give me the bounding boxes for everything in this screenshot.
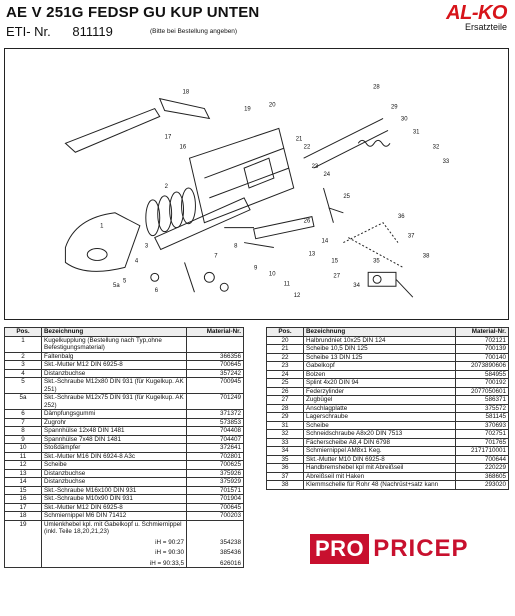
table-row <box>5 352 244 361</box>
variant-mat: 385436 <box>219 549 241 556</box>
callout-12: 12 <box>293 293 301 300</box>
row19-desc-text: Umlenkhebel kpl. mit Gabelkopf u. Schmiernippel (inkl. Teile 18,20,21,23) <box>44 520 182 535</box>
table-row <box>267 413 509 422</box>
callout-35: 35 <box>373 258 380 265</box>
row-mat: 704408 <box>187 427 244 436</box>
table-row <box>5 461 244 470</box>
row-desc: Spannhülse 12x48 DIN 1481 <box>42 427 187 436</box>
table-row <box>5 369 244 378</box>
callout-32: 32 <box>432 144 440 151</box>
row-desc: Bolzen <box>304 370 456 379</box>
row-desc: Handbremshebel kpl mit Abreißseil <box>304 464 456 473</box>
row-mat: 700625 <box>187 461 244 470</box>
row-mat: 2171710001 <box>456 447 509 456</box>
row-mat: 375572 <box>456 404 509 413</box>
table-row <box>5 503 244 512</box>
row-mat: 700139 <box>456 345 509 354</box>
row-pos: 26 <box>267 387 304 396</box>
row-mat: 372641 <box>187 444 244 453</box>
row-desc: Skt.-Schraube M16x100 DIN 931 <box>42 486 187 495</box>
row-pos: 19 <box>5 520 42 568</box>
drawbar-tube <box>155 198 250 250</box>
callout-1: 1 <box>100 223 104 230</box>
row-mat: 704407 <box>187 435 244 444</box>
callout-9: 9 <box>254 265 258 272</box>
row-pos: 25 <box>267 379 304 388</box>
table-row <box>5 418 244 427</box>
table-row <box>5 427 244 436</box>
callout-5a: 5a <box>113 283 120 290</box>
table-row <box>267 404 509 413</box>
row-mat: 2073890606 <box>456 362 509 371</box>
row-mat: 357242 <box>187 369 244 378</box>
row-mat: 700645 <box>187 503 244 512</box>
row-mat: 573853 <box>187 418 244 427</box>
callout-26: 26 <box>303 218 311 225</box>
row-pos: 22 <box>267 353 304 362</box>
row-desc: Skt.-Schraube M12x75 DIN 931 (für Kugelkup. AK 252) <box>42 394 187 410</box>
callout-23: 23 <box>311 164 319 171</box>
table-row <box>267 362 509 371</box>
table-row <box>5 394 244 410</box>
callout-16: 16 <box>179 144 187 151</box>
parts-table-left <box>4 327 244 568</box>
row-pos: 7 <box>5 418 42 427</box>
variant-ih: iH = 90:33,5 <box>149 559 184 567</box>
callout-11: 11 <box>283 281 290 288</box>
row-desc: Klemmschelle für Rohr 48 (Nachrüst+satz kann <box>304 481 456 490</box>
variant-mat: 626016 <box>219 559 241 567</box>
row-desc: Skt.-Mutter M12 DIN 6925-8 <box>42 361 187 370</box>
watermark-pro: PRO <box>310 534 369 564</box>
table-row <box>267 370 509 379</box>
row-desc: Skt.-Mutter M10 DIN 6925-8 <box>304 455 456 464</box>
row-pos: 28 <box>267 404 304 413</box>
row-pos: 18 <box>5 512 42 521</box>
row-desc: Schneidschraube A8x20 DIN 7513 <box>304 430 456 439</box>
row-pos: 20 <box>267 336 304 345</box>
table-row <box>5 478 244 487</box>
row-desc: Halbrundniet 10x25 DIN 124 <box>304 336 456 345</box>
table-row <box>267 438 509 447</box>
row-desc: Schmiernippel M6 DIN 71412 <box>42 512 187 521</box>
lever-rod <box>304 118 388 171</box>
row-pos: 37 <box>267 472 304 481</box>
row-desc: Schmiernippel AM8x1 Keg. <box>304 447 456 456</box>
row-desc: Abreißseil mit Haken <box>304 472 456 481</box>
table-row <box>5 361 244 370</box>
row-pos: 12 <box>5 461 42 470</box>
row-pos: 16 <box>5 495 42 504</box>
col-mat: Material-Nr. <box>456 328 509 337</box>
row-pos: 10 <box>5 444 42 453</box>
row-desc: Gabelkopf <box>304 362 456 371</box>
diagram-svg <box>5 49 508 319</box>
row-desc: Anschlagplatte <box>304 404 456 413</box>
row-pos: 5a <box>5 394 42 410</box>
order-note: (Bitte bei Bestellung angeben) <box>150 28 238 35</box>
table-row <box>5 336 244 352</box>
variant-ih: iH = 90:30 <box>155 549 184 556</box>
row-pos: 27 <box>267 396 304 405</box>
col-desc: Bezeichnung <box>42 328 187 337</box>
table-row <box>5 486 244 495</box>
row-desc: Distanzbuchse <box>42 469 187 478</box>
row-desc: Scheibe 10,5 DIN 125 <box>304 345 456 354</box>
row-mat: 702751 <box>456 430 509 439</box>
row-desc: Zugrohr <box>42 418 187 427</box>
eti-number: 811119 <box>72 24 113 39</box>
brand-sub: Ersatzteile <box>464 22 507 32</box>
table-row <box>5 378 244 394</box>
col-pos: Pos. <box>5 328 42 337</box>
table-row <box>267 336 509 345</box>
row-pos: 14 <box>5 478 42 487</box>
row-mat: 581145 <box>456 413 509 422</box>
row-mat: 293020 <box>456 481 509 490</box>
callout-labels <box>100 85 450 299</box>
row-desc: Fächerscheibe A8,4 DIN 6798 <box>304 438 456 447</box>
row-mat: 368605 <box>456 472 509 481</box>
variant-mat: 354238 <box>219 538 241 546</box>
row-mat: 701765 <box>456 438 509 447</box>
callout-14: 14 <box>321 238 329 245</box>
variant-ih: iH = 90:27 <box>155 538 184 546</box>
callout-25: 25 <box>343 193 350 200</box>
callout-7: 7 <box>214 253 218 260</box>
table-row <box>267 481 509 490</box>
row-mat: 700644 <box>456 455 509 464</box>
row-mat: 2077050601 <box>456 387 509 396</box>
callout-34: 34 <box>353 283 360 290</box>
callout-19: 19 <box>244 106 251 113</box>
row-mat: 371372 <box>187 410 244 419</box>
table-row <box>267 421 509 430</box>
row-mat: 375929 <box>187 478 244 487</box>
row-pos: 13 <box>5 469 42 478</box>
callout-38: 38 <box>422 253 430 260</box>
table-row <box>267 387 509 396</box>
brand-name: AL-KO <box>446 2 507 24</box>
row-pos: 9 <box>5 435 42 444</box>
row-pos: 24 <box>267 370 304 379</box>
table-row <box>5 495 244 504</box>
row-desc: Splint 4x20 DIN 94 <box>304 379 456 388</box>
row-mat: 700945 <box>187 378 244 394</box>
row-mat <box>187 520 244 568</box>
row-pos: 6 <box>5 410 42 419</box>
row-desc: Scheibe 13 DIN 125 <box>304 353 456 362</box>
row-desc: Skt.-Schraube M10x90 DIN 931 <box>42 495 187 504</box>
row-desc: Scheibe <box>304 421 456 430</box>
exploded-diagram <box>4 48 509 320</box>
watermark-logo <box>310 531 510 567</box>
callout-3: 3 <box>144 243 149 250</box>
row-desc: Spannhülse 7x48 DIN 1481 <box>42 435 187 444</box>
row-mat: 700140 <box>456 353 509 362</box>
row-desc: Skt.-Schraube M12x80 DIN 931 (für Kugelkup. AK 251) <box>42 378 187 394</box>
row-mat: 700645 <box>187 361 244 370</box>
row-mat: 584955 <box>456 370 509 379</box>
callout-22: 22 <box>303 144 311 151</box>
row-pos: 29 <box>267 413 304 422</box>
row-desc: Skt.-Mutter M12 DIN 6925-8 <box>42 503 187 512</box>
row-pos: 35 <box>267 455 304 464</box>
row-pos: 17 <box>5 503 42 512</box>
table-row <box>5 452 244 461</box>
parts-table-right <box>266 327 509 490</box>
callout-2: 2 <box>164 183 168 190</box>
callout-10: 10 <box>268 271 276 278</box>
row-pos: 1 <box>5 336 42 352</box>
row-mat: 366356 <box>187 352 244 361</box>
page-title: AE V 251G FEDSP GU KUP UNTEN <box>6 4 260 21</box>
col-mat: Material-Nr. <box>187 328 244 337</box>
row-mat: 220229 <box>456 464 509 473</box>
row-pos: 4 <box>5 369 42 378</box>
row-mat: 700192 <box>456 379 509 388</box>
row-desc: Distanzbuchse <box>42 369 187 378</box>
col-desc: Bezeichnung <box>304 328 456 337</box>
table-row <box>267 464 509 473</box>
row-mat: 586371 <box>456 396 509 405</box>
callout-4: 4 <box>134 258 139 265</box>
callout-8: 8 <box>234 243 238 250</box>
table-row <box>5 520 244 568</box>
ball-coupling <box>65 213 139 272</box>
watermark-price: PRICEP <box>373 535 469 562</box>
callout-31: 31 <box>412 129 420 136</box>
callout-6: 6 <box>154 288 159 295</box>
callout-29: 29 <box>391 104 398 111</box>
row-desc <box>42 520 187 568</box>
row-mat: 702121 <box>456 336 509 345</box>
callout-21: 21 <box>295 136 303 143</box>
row-desc: Skt.-Mutter M16 DIN 6924-8 A3c <box>42 452 187 461</box>
row-pos: 11 <box>5 452 42 461</box>
row-pos: 8 <box>5 427 42 436</box>
table-row <box>267 345 509 354</box>
table-row <box>267 472 509 481</box>
row-pos: 3 <box>5 361 42 370</box>
row-pos: 32 <box>267 430 304 439</box>
alko-logo <box>446 2 507 32</box>
row-desc: Lagerschraube <box>304 413 456 422</box>
table-row <box>5 512 244 521</box>
row-pos: 2 <box>5 352 42 361</box>
row-pos: 34 <box>267 447 304 456</box>
callout-5: 5 <box>122 278 127 285</box>
detail-bracket <box>368 272 396 286</box>
row-mat: 701904 <box>187 495 244 504</box>
callout-28: 28 <box>373 84 380 91</box>
table-row <box>267 396 509 405</box>
row-desc: Zugbügel <box>304 396 456 405</box>
callout-15: 15 <box>331 258 339 265</box>
row-mat: 702801 <box>187 452 244 461</box>
row-pos: 31 <box>267 421 304 430</box>
bellow <box>146 188 196 236</box>
row-mat: 700203 <box>187 512 244 521</box>
row-mat: 701249 <box>187 394 244 410</box>
callout-36: 36 <box>397 213 405 220</box>
row-desc: Stoßdämpfer <box>42 444 187 453</box>
row-pos: 23 <box>267 362 304 371</box>
row-pos: 36 <box>267 464 304 473</box>
row-desc: Kugelkupplung (Bestellung nach Typ,ohne Befestigungsmaterial) <box>42 336 187 352</box>
row-mat: 375926 <box>187 469 244 478</box>
table-row <box>5 410 244 419</box>
callout-24: 24 <box>323 172 331 179</box>
eti-line <box>6 24 113 39</box>
row-pos: 33 <box>267 438 304 447</box>
row-desc: Federzylinder <box>304 387 456 396</box>
table-row <box>267 430 509 439</box>
row-desc: Scheibe <box>42 461 187 470</box>
row-pos: 38 <box>267 481 304 490</box>
table-row <box>5 435 244 444</box>
callout-33: 33 <box>442 159 450 166</box>
callout-18: 18 <box>182 89 190 96</box>
table-row <box>267 353 509 362</box>
table-row <box>267 447 509 456</box>
eti-label: ETI- Nr. <box>6 24 51 39</box>
table-row <box>5 444 244 453</box>
row-desc: Faltenbalg <box>42 352 187 361</box>
callout-17: 17 <box>164 134 172 141</box>
row-mat <box>187 336 244 352</box>
coupling-socket <box>87 249 107 261</box>
row-mat: 370693 <box>456 421 509 430</box>
table-row <box>267 455 509 464</box>
row-pos: 15 <box>5 486 42 495</box>
row-desc: Distanzbuchse <box>42 478 187 487</box>
table-row <box>267 379 509 388</box>
housing <box>189 128 293 222</box>
col-pos: Pos. <box>267 328 304 337</box>
callout-20: 20 <box>268 102 276 109</box>
callout-13: 13 <box>308 251 316 258</box>
row-pos: 5 <box>5 378 42 394</box>
row-mat: 701571 <box>187 486 244 495</box>
callout-37: 37 <box>407 233 415 240</box>
table-row <box>5 469 244 478</box>
callout-27: 27 <box>333 273 341 280</box>
callout-30: 30 <box>400 116 408 123</box>
row-desc: Dämpfungsgummi <box>42 410 187 419</box>
handbrake-lever <box>65 109 159 153</box>
row-pos: 21 <box>267 345 304 354</box>
